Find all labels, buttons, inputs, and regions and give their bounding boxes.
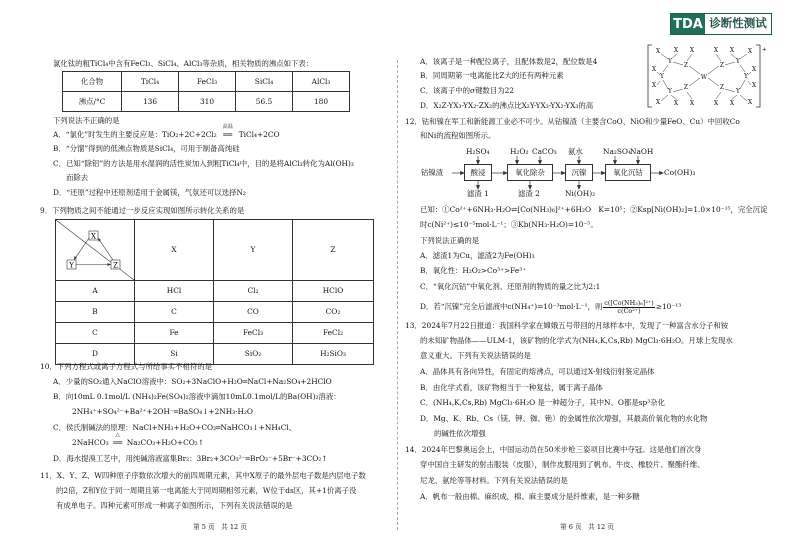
svg-text:X: X: [751, 82, 757, 89]
svg-text:X: X: [729, 100, 735, 107]
q13-option-c: C．(NH₄,K,Cs,Rb) MgCl₃·6H₂O 是一种超分子，其中N、O都是sp³杂化: [420, 398, 665, 407]
q12-option-d: D．若“沉镍”完全后滤液中c(NH₄⁺)=10⁻³mol·L⁻¹，则 $\frac{\text{c([Co(NH₃)₆]²⁺)}}{\text{c(Co²⁺)}}$ ≥10⁻¹³: [420, 299, 682, 315]
table-row: C Fe FeCl₃ FeCl₂: [56, 323, 374, 344]
flow-step-oxidize: 氧化除杂: [507, 164, 553, 181]
q10-option-b-eq: 2NH₄⁺+SO₄²⁻+Ba²⁺+2OH⁻═BaSO₄↓+2NH₃·H₂O: [72, 407, 253, 416]
q12-option-b: B．氧化性：H₂O₂>Co³⁺>Fe³⁺: [420, 266, 527, 275]
q11-stem-2: 的2倍，Z和Y位于同一周期且第一电离能大于同周期相邻元素，W位于ds区，其+1价离子没: [56, 486, 357, 495]
svg-text:Z: Z: [719, 62, 725, 69]
flow-step-co-precip: 氧化沉钴: [605, 164, 651, 181]
footer-page-5: 第 5 页 共 12 页: [193, 523, 247, 531]
q9-col-header: Y: [214, 220, 293, 281]
q13-option-d-cont: 的碱性依次增强: [434, 429, 486, 438]
q14-option-a: A．帆布一般由棉、麻织成，棉、麻主要成分是纤维素，是一种多糖: [420, 492, 640, 501]
q14-stem-2: 穿中国自主研发的射击服装（皮服），制作皮服用到了帆布、牛皮、橡胶片、聚酯纤维、: [420, 460, 705, 469]
table-cell: 56.5: [236, 92, 293, 112]
q12-known-1: 已知：①Co²⁺+6NH₃·H₂O⇌[Co(NH₃)₆]²⁺+6H₂O K=10⁵；②Ksp[Ni(OH)₂]=1.0×10⁻¹⁵，完全沉淀: [420, 205, 768, 214]
table-cell: 310: [179, 92, 236, 112]
svg-text:Y: Y: [660, 73, 664, 80]
q13-stem-3: 意义重大。下列有关说法错误的是: [420, 351, 531, 360]
svg-text:X: X: [751, 66, 757, 73]
flow-arrows: [440, 155, 670, 191]
table-header: FeCl₃: [179, 72, 236, 92]
q8-stem: 下列说法不正确的是: [53, 116, 120, 125]
q11-option-a: A．该离子是一种配位离子，且配体数是2，配位数是4: [420, 57, 598, 66]
q9-conversion-diagram: [56, 220, 134, 280]
flow-reagent-nh3: 氨水: [568, 147, 583, 156]
q10-option-c: C．侯氏制碱法的原理：NaCl+NH₃+H₂O+CO₂═NaHCO₃↓+NH₄Cl、: [53, 423, 297, 432]
q9-table: [55, 219, 374, 365]
badge-logo: TDA: [671, 14, 705, 34]
flow-step-acid-leach: 酸浸: [464, 164, 492, 181]
q14-stem-1: 14．2024年巴黎奥运会上，中国运动员在50米步枪三姿项目比赛中夺冠。这是他们首次身: [405, 445, 702, 454]
q11-stem-3: 有成单电子。四种元素可形成一种离子如图所示，下列有关说法错误的是: [56, 501, 293, 510]
svg-text:X: X: [689, 47, 695, 54]
q13-option-d: D．Mg、K、Rb、Cs（镁、钾、铷、铯）的金属性依次增强，其最高价氧化物的水化物: [420, 414, 708, 423]
flow-reagent-h2o2: H₂O₂: [510, 147, 529, 156]
q12-option-c: C．“氧化沉钴”中氧化剂、还原剂的物质的量之比为2:1: [420, 282, 601, 291]
q9-diagram-cell: [56, 220, 135, 281]
q8-intro: 氯化钛的粗TiCl₄中含有FeCl₃、SiCl₄、AlCl₃等杂质，相关物质的沸点如下表：: [53, 59, 314, 68]
flow-step-ni-precip: 沉镍: [565, 164, 593, 181]
table-cell: 180: [293, 92, 350, 112]
table-row: A HCl Cl₂ HClO: [56, 281, 374, 302]
q8-option-c: C．已知“除铝”的方法是用水湿润的活性炭加入到粗TiCl₄中，目的是将AlCl₃转化为Al(OH)₃: [53, 159, 354, 168]
q13-stem-2: 的未知矿物晶体——ULM-1，该矿物的化学式为(NH₄,K,Cs,Rb) MgCl₃·6H₂O。月球上发现水: [420, 336, 733, 345]
flow-residue-1: 滤渣 1: [467, 189, 489, 198]
svg-text:Z: Z: [683, 62, 689, 69]
flow-start: 钴镍渣: [421, 168, 444, 177]
svg-text:X: X: [651, 66, 657, 73]
table-row: D Si SiO₂ H₂SiO₃: [56, 344, 374, 365]
diagram-z-label: Z: [113, 261, 118, 270]
table-header: AlCl₃: [293, 72, 350, 92]
q12-stem-3: 下列说法正确的是: [420, 236, 480, 245]
q12-stem-2: 和Ni的流程如图所示。: [420, 131, 496, 140]
svg-text:X: X: [713, 100, 719, 107]
q8-option-c-cont: 而除去: [66, 173, 89, 182]
svg-text:Y: Y: [668, 88, 672, 95]
q11-ion-structure: [648, 43, 767, 109]
svg-text:X: X: [747, 48, 753, 55]
diagram-x-label: X: [91, 232, 96, 241]
svg-text:Y: Y: [736, 58, 740, 65]
svg-text:X: X: [689, 100, 695, 107]
flow-reagent-caco3: CaCO₃: [532, 147, 557, 156]
footer-page-6: 第 6 页 共 12 页: [560, 523, 614, 531]
table-row: B C CO CO₂: [56, 302, 374, 323]
table-header: TiCl₄: [122, 72, 179, 92]
table-header: SiCl₄: [236, 72, 293, 92]
q11-option-d: D．X₂Z-YX₃-YX₂-ZX₂的沸点比X₂Y-YX₃-YX₂-YX₃的高: [420, 101, 594, 110]
badge-title: 诊断性测试: [709, 16, 767, 31]
q11-option-b: B．同周期第一电离能比Z大的还有两种元素: [420, 71, 564, 80]
svg-text:+: +: [762, 47, 767, 53]
svg-text:X: X: [673, 47, 679, 54]
q10-option-c-eq: 2NaHCO₃ △ ══ Na₂CO₃+H₂O+CO₂↑: [72, 432, 204, 447]
flow-product: Co(OH)₃: [664, 168, 696, 177]
svg-text:Y: Y: [744, 73, 748, 80]
table-header: 化合物: [63, 72, 122, 92]
table-cell: 沸点/°C: [63, 92, 122, 112]
q9-stem: 9．下列物质之间不能通过一步反应实现如图所示转化关系的是: [40, 206, 245, 215]
q13-option-a: A．晶体具有各向异性，有固定的熔沸点，可以通过X-射线衍射鉴定晶体: [420, 367, 655, 376]
q9-col-header: X: [135, 220, 214, 281]
boiling-point-table: [62, 71, 350, 112]
q12-known-2: 时c(Ni²⁺)≤10⁻⁵mol·L⁻¹；③Kb(NH₃·H₂O)=10⁻⁵。: [420, 220, 598, 229]
svg-text:X: X: [673, 100, 679, 107]
svg-text:Y: Y: [736, 88, 740, 95]
flow-reagent-h2so4: H₂SO₄: [466, 147, 490, 156]
q11-option-c: C．该离子中的σ键数目为22: [420, 86, 515, 95]
svg-text:X: X: [729, 47, 735, 54]
table-cell: 136: [122, 92, 179, 112]
diagram-y-label: Y: [69, 261, 74, 270]
flow-reagent-na2so4: Na₂SO₄: [603, 147, 631, 156]
svg-text:X: X: [655, 48, 661, 55]
q11-stem-1: 11．X、Y、Z、W四种原子序数依次增大的前四周期元素，其中X原子的最外层电子数是内层电子数: [40, 471, 366, 480]
q8-option-d: D．“还原”过程中还原剂适用于金属镁，气氛还可以选择N₂: [53, 188, 246, 197]
q8-option-b: B．“分馏”得到的低沸点物质是SiCl₄，可用于制备高纯硅: [53, 144, 240, 153]
q12-option-a: A．滤渣1为Cu，滤渣2为Fe(OH)₃: [420, 251, 535, 260]
svg-text:Z: Z: [719, 84, 725, 91]
page-divider: [397, 60, 398, 530]
q10-option-b: B．向10mL 0.1mol/L (NH₄)₂Fe(SO₄)₂溶液中滴加10mL0.1mol/L的Ba(OH)₂溶液：: [53, 392, 341, 401]
flow-residue-2: 滤渣 2: [518, 189, 540, 198]
q12-stem-1: 12．钴和镍在军工和新能源工业必不可少。从钴镍渣（主要含CoO、NiO和少量FeO、Cu）中回收Co: [405, 117, 740, 126]
q8-option-a: A．“氯化”时发生的主要反应是：TiO₂+2C+2Cl₂ 高温 ══ TiCl₄+2CO: [53, 124, 280, 139]
test-badge: [670, 13, 772, 35]
svg-text:Y: Y: [668, 58, 672, 65]
flow-ni-hydroxide: Ni(OH)₂: [565, 189, 596, 198]
q9-col-header: Z: [293, 220, 374, 281]
q13-option-b: B．由化学式看，该矿物相当于一种复盐，属于离子晶体: [420, 383, 603, 392]
flow-reagent-naoh: NaOH: [630, 147, 654, 156]
q13-stem-1: 13．2024年7月22日报道：我国科学家在嫦娥五号带回的月球样本中，发现了一种富含水分子和铵: [405, 321, 729, 330]
svg-text:X: X: [651, 82, 657, 89]
svg-text:X: X: [713, 47, 719, 54]
q14-stem-3: 尼龙、氨纶等等材料。下列有关说法错误的是: [420, 476, 568, 485]
atom-w: W: [700, 74, 708, 81]
q10-option-d: D．海水提溴工艺中，用纯碱溶液富集Br₂：3Br₂+3CO₃²⁻═BrO₃⁻+5Br⁻+3CO₂↑: [53, 454, 328, 463]
svg-text:Z: Z: [683, 84, 689, 91]
svg-text:X: X: [655, 99, 661, 106]
q10-stem: 10．下列方程式或离子方程式与所给事实不相符的是: [40, 362, 213, 371]
q10-option-a: A．少量的SO₂通入NaClO溶液中：SO₂+3NaClO+H₂O═NaCl+Na₂SO₄+2HClO: [53, 377, 332, 386]
svg-text:X: X: [747, 99, 753, 106]
